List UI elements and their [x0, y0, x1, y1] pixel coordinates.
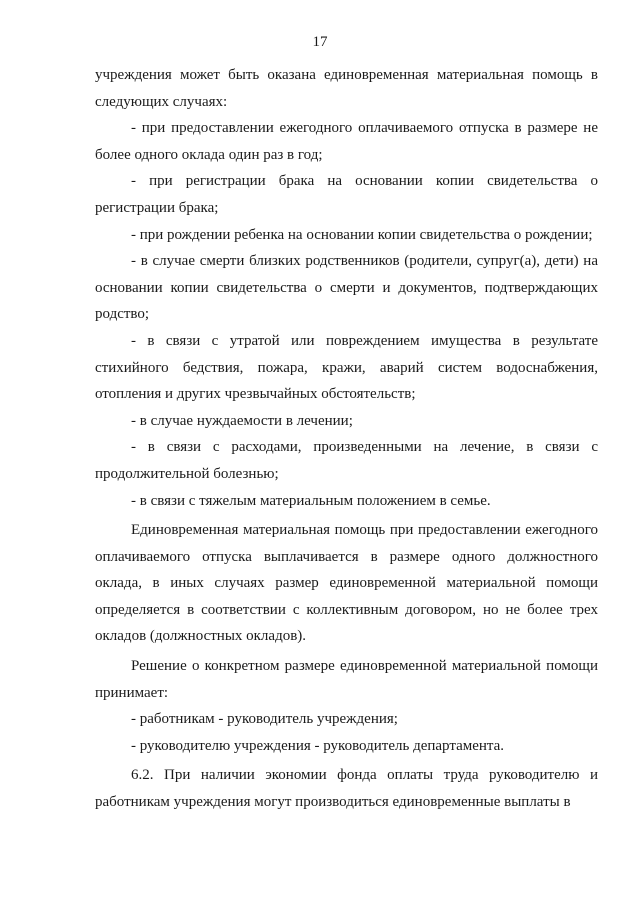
list-item-childbirth: - при рождении ребенка на основании копии свидетельства о рождении; — [131, 226, 593, 243]
paragraph-decision: Решение о конкретном размере единовременной материальной помощи принимает: — [95, 658, 598, 701]
paragraph-aid-amount: Единовременная материальная помощь при предоставлении ежегодного оплачиваемого отпуска выплачивается в размере одного должностного оклада, в иных случаях размер единовременной материальной помощи определяется в соответствии с коллективным договором, но не более трех окладов (должностных окладов). — [95, 522, 598, 645]
page-number: 17 — [312, 34, 328, 50]
paragraph-intro: учреждения может быть оказана единовременная материальная помощь в следующих случаях: — [95, 67, 598, 110]
list-item-marriage: - при регистрации брака на основании копии свидетельства о регистрации брака; — [95, 173, 598, 216]
document-body — [95, 62, 598, 816]
list-item-treatment-need: - в случае нуждаемости в лечении; — [131, 412, 353, 429]
paragraph-section-6-2: 6.2. При наличии экономии фонда оплаты труда руководителю и работникам учреждения могут производиться единовременные выплаты в — [95, 767, 598, 811]
list-item-vacation: - при предоставлении ежегодного оплачиваемого отпуска в размере не более одного оклада один раз в год; — [95, 120, 598, 163]
list-item-director: - руководителю учреждения - руководитель департамента. — [131, 737, 505, 754]
list-item-death-of-relatives: - в случае смерти близких родственников (родители, супруг(а), дети) на основании копии свидетельства о смерти и документов, подтверждающих родство; — [95, 253, 598, 323]
list-item-financial-hardship: - в связи с тяжелым материальным положением в семье. — [131, 492, 491, 509]
list-item-employees: - работникам - руководитель учреждения; — [131, 711, 398, 728]
list-item-property-loss: - в связи с утратой или повреждением имущества в результате стихийного бедствия, пожара, кражи, аварий систем водоснабжения, отопления и других чрезвычайных обстоятельств; — [95, 332, 598, 403]
list-item-treatment-expenses: - в связи с расходами, произведенными на лечение, в связи с продолжительной болезнью; — [95, 439, 598, 482]
